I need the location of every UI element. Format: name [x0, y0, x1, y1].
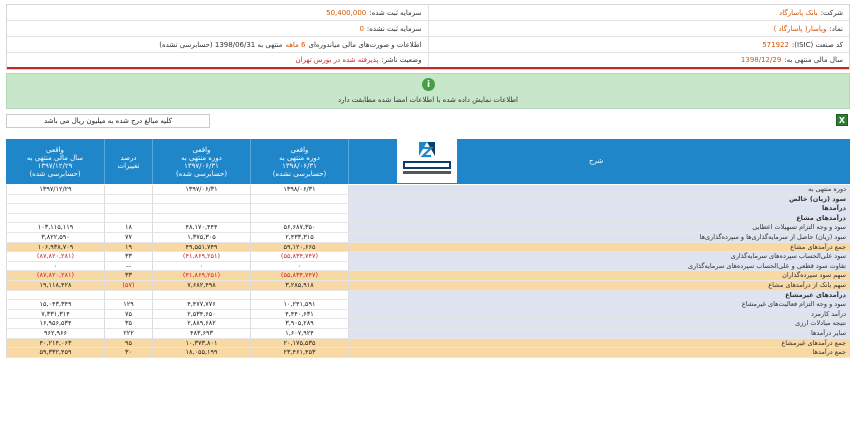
info-row-fiscal: [7, 53, 849, 69]
cell-prev-period: ۱۸,۰۵۵,۱۹۹: [152, 348, 250, 358]
header-line: (حسابرسی شده): [175, 169, 228, 178]
cell-fiscal-year: (۸۷,۸۲۰,۲۸۱): [6, 271, 104, 281]
cell-change-percent: (۵۷): [104, 281, 152, 291]
cell-description: سود (زیان) خالص: [348, 195, 850, 205]
header-line: (حسابرسی شده): [29, 169, 81, 178]
cell-current-period: (۵۵,۸۳۴,۷۴۷): [250, 271, 348, 281]
cell-fiscal-year: ۱۰۶,۹۳۸,۷۰۹: [6, 243, 104, 253]
header-line: دوره منتهی به: [181, 153, 222, 162]
cell-prev-period: ۱۰,۳۷۳,۸۰۱: [152, 339, 250, 349]
cell-prev-period: [152, 291, 250, 301]
cell-change-percent: ۲۲۲: [104, 329, 152, 339]
header-line: ۱۳۹۸/۰۶/۳۱: [282, 161, 317, 170]
unregistered-value: 0: [359, 24, 364, 33]
cell-description: نتیجه مبادلات ارزی: [348, 319, 850, 329]
cell-prev-period: ۴۸۳,۶۹۳: [152, 329, 250, 339]
table-row: [6, 223, 850, 233]
cell-description: سهم سود سپرده‌گذاران: [348, 271, 850, 281]
cell-description: سود و وجه التزام تسهیلات اعطایی: [348, 223, 850, 233]
cell-prev-period: (۴۱,۸۶۹,۲۵۱): [152, 252, 250, 262]
info-icon: i: [422, 78, 435, 91]
cell-fiscal-year: ۱۹,۱۱۸,۴۲۸: [6, 281, 104, 291]
fiscal-cell: [429, 53, 850, 67]
header-col-fiscal-year: [6, 139, 104, 184]
cell-current-period: ۳,۹۰۵,۲۸۹: [250, 319, 348, 329]
table-row: [6, 214, 850, 224]
status-label: وضعیت ناشر:: [381, 56, 422, 64]
company-cell: [429, 5, 850, 20]
cell-current-period: ۱۳۹۸/۰۶/۳۱: [250, 185, 348, 195]
cell-change-percent: ۳۵: [104, 319, 152, 329]
cell-prev-period: ۲,۵۳۴,۶۵۰: [152, 310, 250, 320]
verification-notice: [6, 73, 850, 109]
cell-fiscal-year: [6, 291, 104, 301]
cell-prev-period: ۷,۶۸۲,۴۹۸: [152, 281, 250, 291]
cell-prev-period: (۴۱,۸۶۹,۲۵۱): [152, 271, 250, 281]
cell-description: سود علی‌الحساب سپرده‌های سرمایه‌گذاری: [348, 252, 850, 262]
table-row: [6, 319, 850, 329]
table-row: [6, 204, 850, 214]
cell-description: سود (زیان) حاصل از سرمایه‌گذاری‌ها و سپرده‌گذاری‌ها: [348, 233, 850, 243]
cell-description: تفاوت سود قطعی و علی‌الحساب سپرده‌های سرمایه‌گذاری: [348, 262, 850, 272]
capital-cell: [7, 5, 429, 20]
cell-prev-period: ۱,۳۷۵,۳۰۵: [152, 233, 250, 243]
cell-fiscal-year: [6, 195, 104, 205]
cell-fiscal-year: ۵۹,۳۳۲,۴۵۹: [6, 348, 104, 358]
notice-text: اطلاعات نمایش داده شده با اطلاعات امضا شده مطابقت دارد: [338, 96, 518, 104]
cell-description: درآمدهای مشاع: [348, 214, 850, 224]
fiscal-value: 1398/12/29: [740, 56, 782, 64]
header-line: دوره منتهی به: [279, 153, 320, 162]
cell-description: درآمدهای غیرمشاع: [348, 291, 850, 301]
cell-description: جمع درآمدهای غیرمشاع: [348, 339, 850, 349]
cell-current-period: [250, 291, 348, 301]
table-row: [6, 348, 850, 358]
cell-prev-period: ۴۸,۱۷۰,۴۴۴: [152, 223, 250, 233]
cell-description: سود و وجه التزام فعالیت‌های غیرمشاع: [348, 300, 850, 310]
report-value: 6 ماهه: [285, 40, 306, 49]
bourse-logo: [397, 139, 457, 183]
isic-cell: [429, 37, 850, 52]
table-row: [6, 310, 850, 320]
report-cell: [7, 37, 429, 52]
cell-current-period: [250, 214, 348, 224]
cell-description: درآمدها: [348, 204, 850, 214]
cell-change-percent: ۳۳: [104, 252, 152, 262]
cell-fiscal-year: ۹۶۲,۹۶۶: [6, 329, 104, 339]
header-line: تغییرات: [117, 161, 140, 170]
cell-current-period: ۴,۴۴۰,۶۳۱: [250, 310, 348, 320]
header-line: واقعی: [290, 145, 309, 154]
fiscal-label: سال مالی منتهی به:: [784, 56, 843, 64]
cell-fiscal-year: ۱۵,۰۴۳,۳۴۹: [6, 300, 104, 310]
description-header: شرح: [589, 157, 604, 165]
cell-current-period: ۲,۴۳۳,۳۱۵: [250, 233, 348, 243]
cell-current-period: ۱,۶۰۷,۹۲۴: [250, 329, 348, 339]
table-row: [6, 281, 850, 291]
excel-icon[interactable]: X: [836, 114, 848, 126]
cell-change-percent: ۹۵: [104, 339, 152, 349]
cell-change-percent: ۱۲۹: [104, 300, 152, 310]
cell-prev-period: ۴,۴۷۷,۷۷۶: [152, 300, 250, 310]
cell-change-percent: ۳۳: [104, 271, 152, 281]
cell-fiscal-year: ۱۰۳,۱۱۵,۱۱۹: [6, 223, 104, 233]
cell-prev-period: ۱۳۹۷/۰۶/۳۱: [152, 185, 250, 195]
cell-change-percent: --: [104, 262, 152, 272]
cell-prev-period: [152, 204, 250, 214]
cell-change-percent: [104, 291, 152, 301]
header-line: ۱۳۹۷/۰۶/۳۱: [184, 161, 219, 170]
cell-current-period: [250, 195, 348, 205]
symbol-cell: [429, 21, 850, 36]
unit-note: کلیه مبالغ درج شده به میلیون ریال می باشد: [6, 114, 210, 128]
cell-change-percent: ۷۵: [104, 310, 152, 320]
cell-fiscal-year: ۱۳۹۷/۱۲/۲۹: [6, 185, 104, 195]
report-tail: منتهی به 1398/06/31 (حسابرسی نشده): [159, 40, 283, 49]
cell-fiscal-year: [6, 214, 104, 224]
unregistered-label: سرمایه ثبت نشده:: [366, 24, 422, 33]
cell-prev-period: ۲,۸۸۹,۶۸۲: [152, 319, 250, 329]
header-line: سال مالی منتهی به: [26, 153, 84, 162]
table-row: [6, 271, 850, 281]
cell-description: دوره منتهی به: [348, 185, 850, 195]
cell-current-period: ۰: [250, 262, 348, 272]
info-row-isic: [7, 37, 849, 53]
company-info-panel: [6, 4, 850, 70]
header-col-change: [104, 139, 152, 184]
cell-current-period: ۲۰,۱۷۵,۵۳۵: [250, 339, 348, 349]
header-line: درصد: [120, 153, 137, 162]
table-row: [6, 195, 850, 205]
cell-fiscal-year: (۸۷,۸۲۰,۲۸۱): [6, 252, 104, 262]
header-col-description: [348, 139, 850, 184]
cell-change-percent: ۱۸: [104, 223, 152, 233]
cell-change-percent: [104, 185, 152, 195]
table-row: [6, 185, 850, 195]
company-label: شرکت:: [820, 8, 843, 17]
symbol-label: نماد:: [829, 24, 843, 33]
table-row: [6, 300, 850, 310]
table-header: [6, 139, 850, 184]
cell-prev-period: [152, 214, 250, 224]
header-col-current-period: [250, 139, 348, 184]
table-row: [6, 339, 850, 349]
cell-fiscal-year: ۱۶,۹۵۶,۵۳۴: [6, 319, 104, 329]
isic-label: کد صنعت (ISIC):: [791, 40, 843, 49]
info-row-symbol: [7, 21, 849, 37]
cell-description: درآمد کارمزد: [348, 310, 850, 320]
status-value: پذیرفته شده در بورس تهران: [295, 56, 379, 64]
cell-fiscal-year: ۳,۸۲۲,۵۹۰: [6, 233, 104, 243]
cell-prev-period: ۰: [152, 262, 250, 272]
cell-current-period: ۲۳,۴۶۱,۴۵۳: [250, 348, 348, 358]
cell-current-period: ۱۰,۲۴۱,۵۹۱: [250, 300, 348, 310]
cell-change-percent: [104, 204, 152, 214]
table-body: [6, 185, 850, 358]
cell-description: سایر درآمدها: [348, 329, 850, 339]
report-label: اطلاعات و صورت‌های مالی میاندوره‌ای: [308, 40, 422, 49]
header-line: واقعی: [192, 145, 211, 154]
table-row: [6, 252, 850, 262]
cell-fiscal-year: [6, 204, 104, 214]
capital-value: 50,400,000: [326, 8, 367, 17]
company-value[interactable]: بانک پاسارگاد: [779, 8, 818, 17]
header-line: (حسابرسی نشده): [272, 169, 327, 178]
status-cell: [7, 53, 429, 67]
cell-change-percent: [104, 195, 152, 205]
table-row: [6, 262, 850, 272]
unregistered-cell: [7, 21, 429, 36]
cell-fiscal-year: ۴۰,۲۱۴,۰۶۳: [6, 339, 104, 349]
header-line: ۱۳۹۷/۱۲/۲۹: [37, 161, 73, 170]
cell-change-percent: [104, 214, 152, 224]
cell-description: جمع درآمدهای مشاع: [348, 243, 850, 253]
capital-label: سرمایه ثبت شده:: [369, 8, 422, 17]
cell-current-period: ۳,۲۸۵,۹۱۸: [250, 281, 348, 291]
cell-description: سهم بانک از درآمدهای مشاع: [348, 281, 850, 291]
cell-current-period: [250, 204, 348, 214]
cell-change-percent: ۱۹: [104, 243, 152, 253]
cell-change-percent: ۷۷: [104, 233, 152, 243]
cell-fiscal-year: ۰: [6, 262, 104, 272]
table-row: [6, 329, 850, 339]
table-row: [6, 233, 850, 243]
cell-description: جمع درآمدها: [348, 348, 850, 358]
cell-prev-period: [152, 195, 250, 205]
cell-current-period: ۵۶,۶۸۷,۳۵۰: [250, 223, 348, 233]
header-col-prev-period: [152, 139, 250, 184]
isic-value: 571922: [762, 40, 789, 49]
cell-fiscal-year: ۷,۳۳۱,۳۱۴: [6, 310, 104, 320]
cell-current-period: ۵۹,۱۲۰,۶۶۵: [250, 243, 348, 253]
info-row-company: [7, 5, 849, 21]
cell-prev-period: ۴۹,۵۵۱,۷۴۹: [152, 243, 250, 253]
cell-change-percent: ۳۰: [104, 348, 152, 358]
table-row: [6, 291, 850, 301]
cell-current-period: (۵۵,۸۳۴,۷۴۷): [250, 252, 348, 262]
header-line: واقعی: [46, 145, 64, 154]
symbol-value[interactable]: وپاسار( پاسارگاد ): [773, 24, 827, 33]
table-row: [6, 243, 850, 253]
